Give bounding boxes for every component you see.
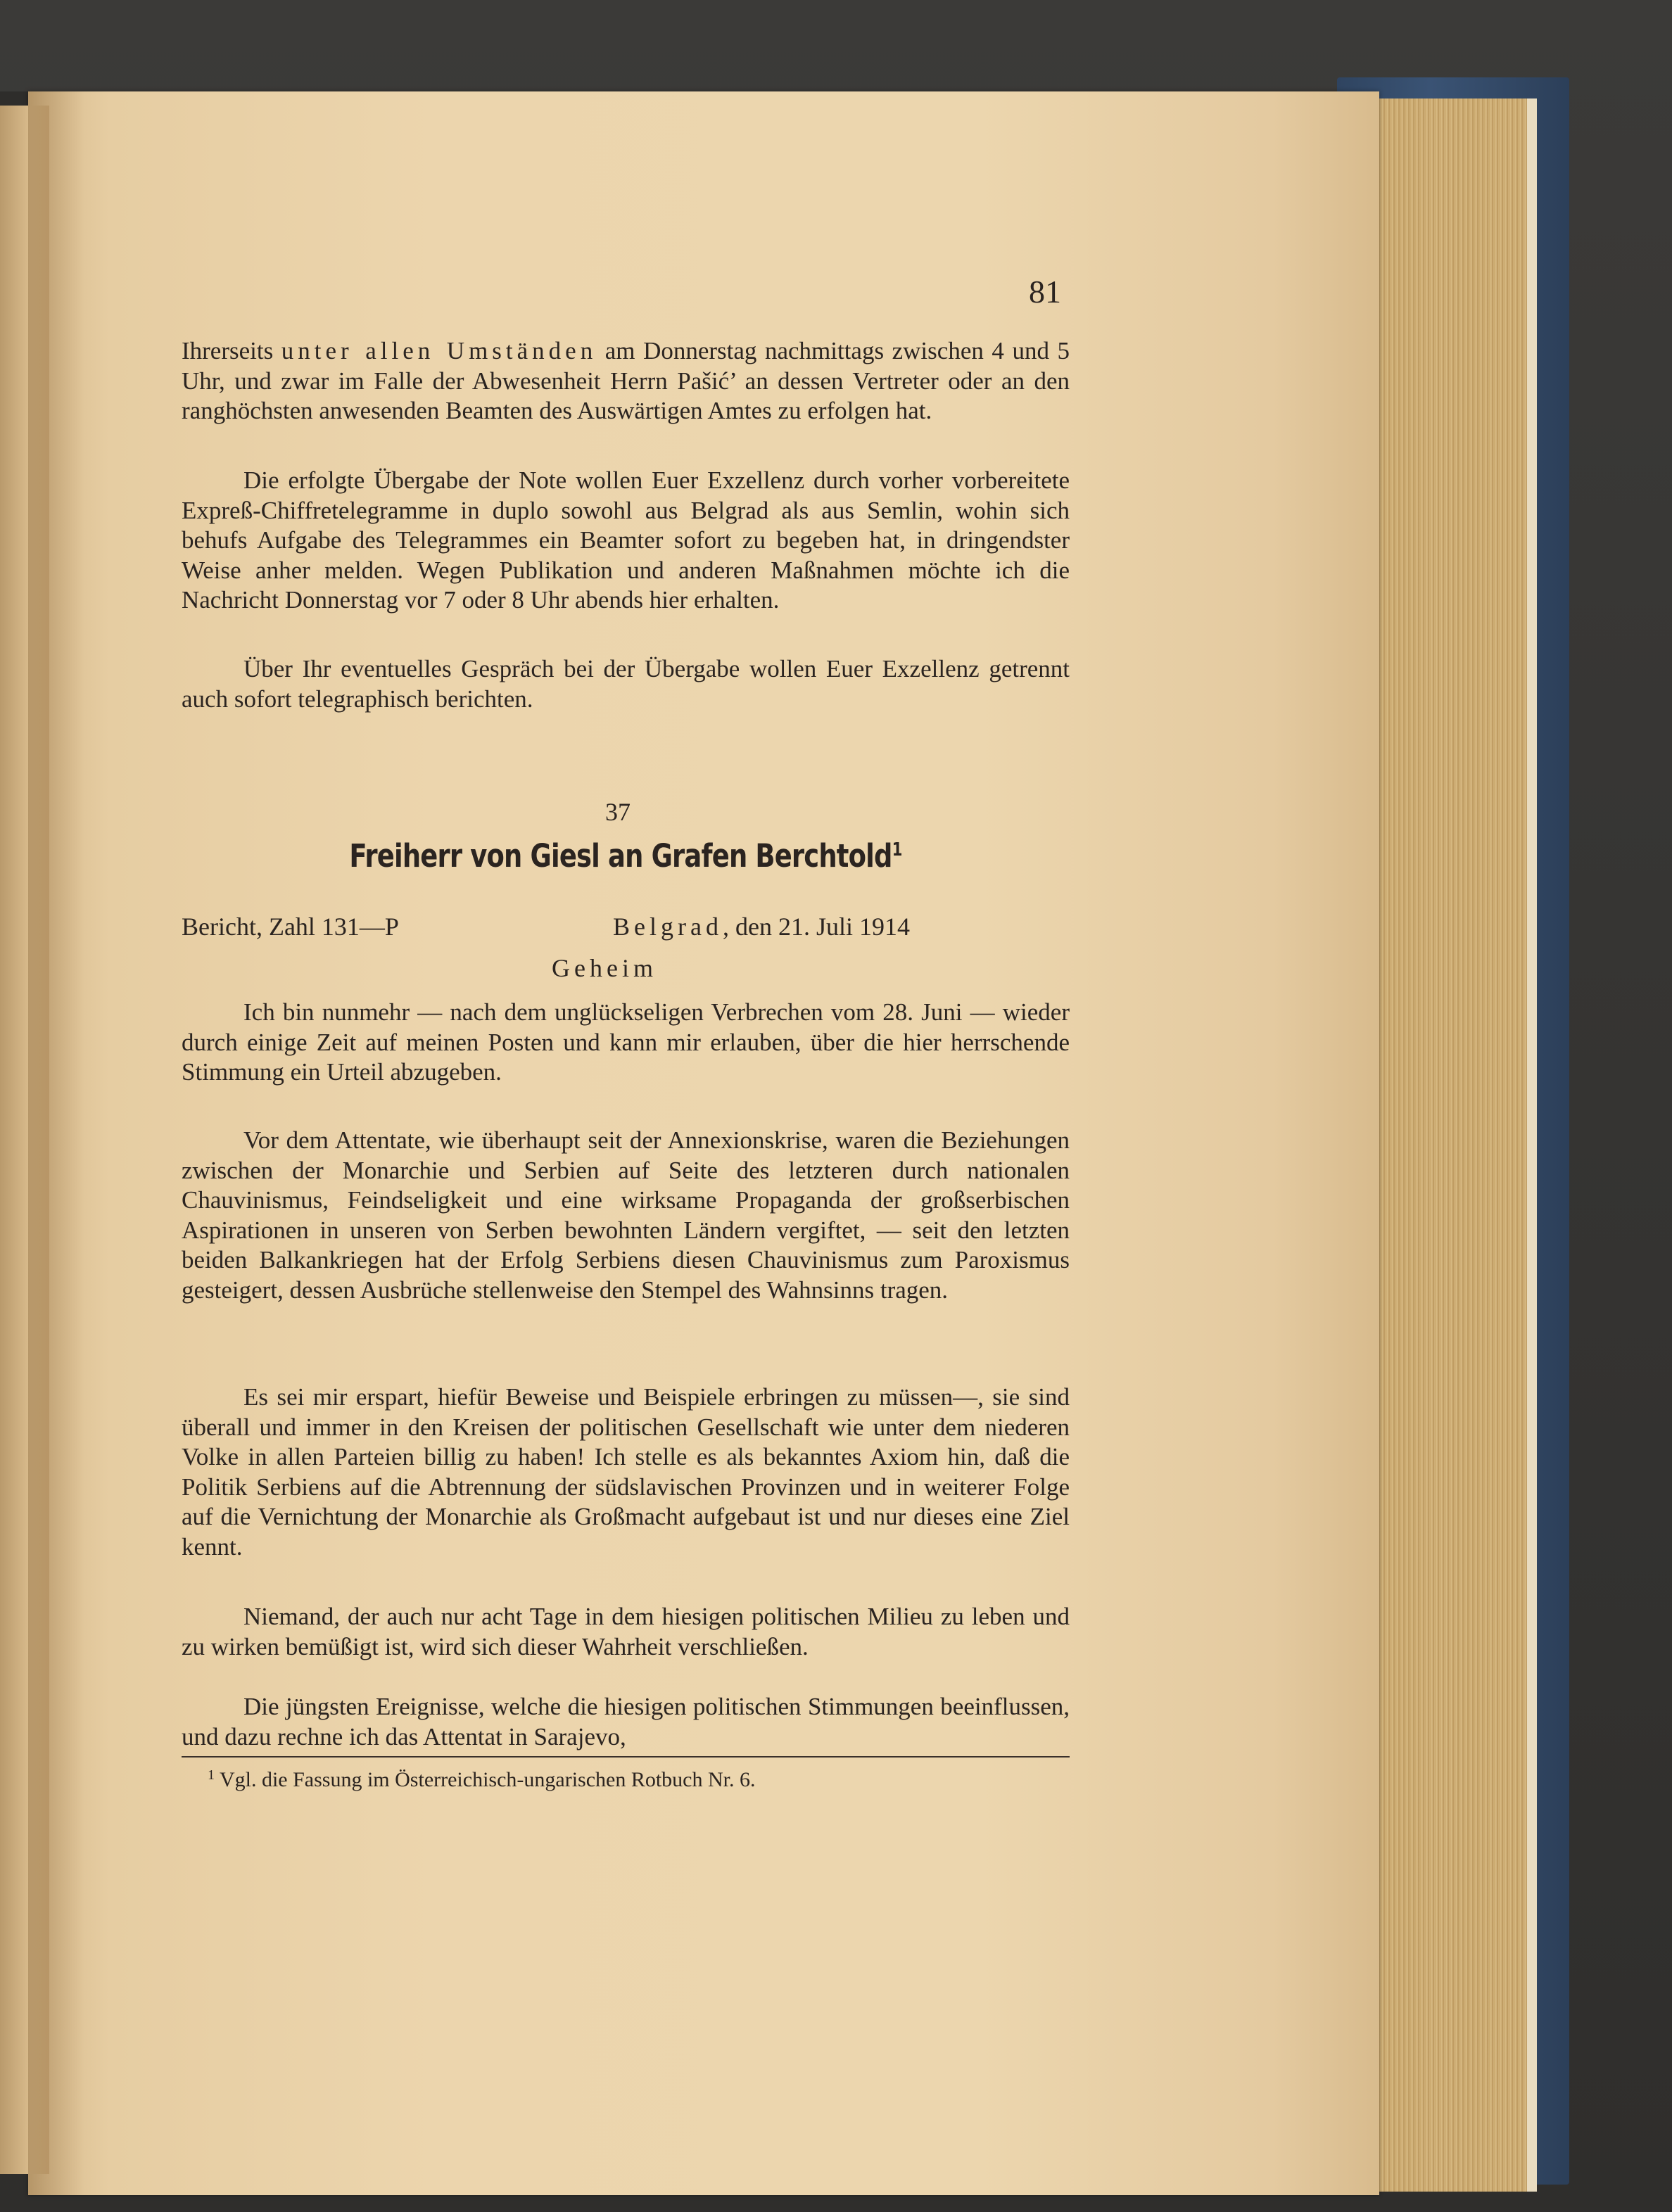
document-title [262, 837, 990, 875]
document-number: 37 [605, 798, 631, 826]
document-title-text: Freiherr von Giesl an Grafen Berchtold [349, 837, 892, 875]
paragraph: Vor dem Attentate, wie überhaupt seit der Annexionskrise, waren die Beziehungen zwischen der Monarchie und Serbien auf Seite des letzteren durch nationalen Chauvinismus, Feindseligkeit und eine wirksame Propaganda der großserbischen Aspirationen in unseren von Serben bewohnten Ländern vergiftet, — seit den letzten beiden Balkankriegen hat der Erfolg Serbiens diesen Chauvinismus zum Paroxismus gesteigert, dessen Ausbrüche stellenweise den Stempel des Wahnsinns tragen. [182, 1126, 1070, 1304]
paragraph: Niemand, der auch nur acht Tage in dem hiesigen politischen Milieu zu leben und zu wirken bemüßigt ist, wird sich dieser Wahrheit verschließen. [182, 1603, 1070, 1660]
footnote-text: Vgl. die Fassung im Österreichisch-ungarischen Rotbuch Nr. 6. [219, 1768, 756, 1791]
paragraph: Ich bin nunmehr — nach dem unglückseligen Verbrechen vom 28. Juni — wieder durch einige Zeit auf meinen Posten und kann mir erlauben, über die hier herrschende Stimmung ein Urteil abzugeben. [182, 998, 1070, 1086]
page-number: 81 [1029, 274, 1061, 310]
paragraph: Es sei mir erspart, hiefür Beweise und Beispiele erbringen zu müssen—, sie sind überall und immer in den Kreisen der politischen Gesellschaft wie unter dem niederen Volke in allen Parteien billig zu haben! Ich stelle es als bekanntes Axiom hin, daß die Politik Serbiens auf die Abtrennung der südslavischen Provinzen und in weiterer Folge auf die Vernichtung der Monarchie als Großmacht aufgebaut ist und nur dieses eine Ziel kennt. [182, 1383, 1070, 1561]
place: Belgrad [613, 913, 723, 941]
footnote-number: 1 [208, 1767, 215, 1783]
paragraph-emphasis: unter allen Umständen [281, 337, 597, 364]
report-reference: Bericht, Zahl 131—P [182, 913, 399, 941]
paragraph: Die erfolgte Übergabe der Note wollen Euer Exzellenz durch vorher vorbereitete Expreß-Chiffretelegramme in duplo sowohl aus Belgrad als aus Semlin, wohin sich behufs Aufgabe des Telegrammes ein Beamter sofort zu begeben hat, in dringendster Weise anher melden. Wegen Publikation und anderen Maßnahmen möchte ich die Nachricht Donnerstag vor 7 oder 8 Uhr abends hier erhalten. [182, 466, 1070, 614]
footnote-mark: 1 [892, 839, 902, 860]
paragraph: Über Ihr eventuelles Gespräch bei der Übergabe wollen Euer Exzellenz getrennt auch sofort telegraphisch berichten. [182, 655, 1070, 713]
footnote-rule [182, 1756, 1070, 1757]
paragraph-lead: Ihrerseits [182, 337, 281, 364]
date: , den 21. Juli 1914 [722, 913, 910, 941]
paragraph-rest: am Donnerstag nachmittags zwischen 4 und 5 Uhr, und zwar im Falle der Abwesenheit Herrn Pašić’ an dessen Vertreter oder an den ranghöchsten anwesenden Beamten des Auswärtigen Amtes zu erfolgen hat. [182, 337, 1070, 424]
paragraph: Die jüngsten Ereignisse, welche die hiesigen politischen Stimmungen beeinflussen, und dazu rechne ich das Attentat in Sarajevo, [182, 1693, 1070, 1750]
paragraph-continuation [182, 336, 1070, 426]
footnote [208, 1767, 756, 1792]
classification: Geheim [552, 954, 657, 982]
gutter-shadow [28, 91, 84, 2195]
place-date [613, 912, 910, 941]
page-block-edge [1376, 98, 1537, 2192]
